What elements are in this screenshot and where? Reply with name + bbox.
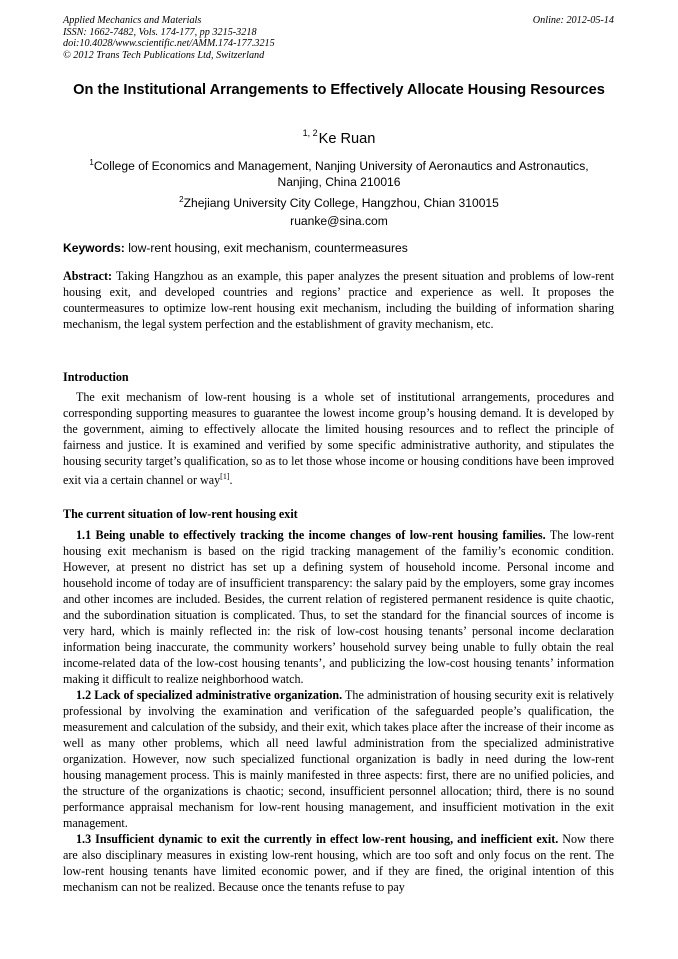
subheading-1-3: 1.3 Insufficient dynamic to exit the currently in effect low-rent housing, and inefficient exit. [76, 832, 559, 846]
affiliation-2-text: Zhejiang University City College, Hangzhou, Chian 310015 [183, 196, 499, 210]
doi-line: doi:10.4028/www.scientific.net/AMM.174-177.3215 [63, 38, 275, 49]
paragraph-1-3 [63, 831, 614, 895]
author-email: ruanke@sina.com [290, 214, 388, 228]
keywords-label: Keywords: [63, 241, 125, 255]
journal-header [63, 15, 275, 61]
abstract-text: Taking Hangzhou as an example, this paper analyzes the present situation and problems of low-rent housing exit, and developed countries and regions’ practice and experience as well. It proposes the countermeasures to optimize low-rent housing exit mechanism, including the building of information sharing mechanism, the legal system perfection and the establishment of gravity mechanism, etc. [63, 269, 614, 331]
abstract [63, 268, 614, 332]
affiliation-1 [70, 155, 608, 190]
author-affil-marks: 1, 2 [302, 128, 318, 138]
affiliation-1-text: College of Economics and Management, Nanjing University of Aeronautics and Astronautics, Nanjing, China 210016 [93, 159, 589, 189]
author-name: Ke Ruan [318, 131, 376, 147]
current-situation-body [63, 527, 614, 895]
introduction-text: The exit mechanism of low-rent housing is a whole set of institutional arrangements, procedures and corresponding supporting measures to guarantee the lowest income group’s housing demand. It is developed by the government, aiming to effectively allocate the limited housing resources and to reflect the principle of fairness and justice. It is examined and verified by some specific administrative authority, and stipulates the housing security target’s qualification, so as to let those whose income or housing conditions have been improved exit via a certain channel or way [63, 390, 614, 487]
copyright-line: © 2012 Trans Tech Publications Ltd, Switzerland [63, 49, 265, 61]
affiliation-1-mark: 1 [89, 158, 94, 167]
paragraph-1-1 [63, 527, 614, 687]
introduction-paragraph [63, 389, 614, 488]
abstract-label: Abstract: [63, 269, 113, 283]
keywords-text: low-rent housing, exit mechanism, countermeasures [124, 241, 408, 255]
section-heading-introduction: Introduction [63, 370, 129, 384]
paragraph-1-3-text: Now there are also disciplinary measures in existing low-rent housing, which are too soft and only focus on the rent. The low-rent housing tenants have limited economic power, and if they are fined, the original intention of this mechanism can not be realized. Because once the tenants refuse to pay [63, 832, 614, 894]
introduction-end: . [229, 473, 233, 487]
subheading-1-2: 1.2 Lack of specialized administrative organization. [76, 688, 343, 702]
paragraph-1-1-text: The low-rent housing exit mechanism is based on the rigid tracking management of the familiy’s economic condition. However, at present no district has set up a defining system of household income. Personal income and household income of today are of insufficient transparency: the salary paid by the employers, some gray incomes and other incomes are included. Besides, the current relation of registered permanent residence is quite chaotic, and the subordination situation is complicated. Thus, to set the standard for the financial sources of income is very hard, which is mainly reflected in: the risk of low-cost housing tenants’ personal income declaration information being inaccurate, the community workers’ household survey being unable to fully obtain the real income-related data of the low-cost housing tenants’, and publicizing the low-cost housing tenants’ information making it difficult to realize neighborhood watch. [63, 528, 614, 686]
issn-line: ISSN: 1662-7482, Vols. 174-177, pp 3215-3218 [63, 26, 257, 38]
author-line [0, 128, 678, 147]
online-date: Online: 2012-05-14 [532, 15, 614, 26]
paragraph-1-2 [63, 687, 614, 831]
journal-name: Applied Mechanics and Materials [63, 15, 202, 26]
keywords [63, 241, 408, 255]
paper-title: On the Institutional Arrangements to Effectively Allocate Housing Resources [73, 82, 605, 98]
subheading-1-1: 1.1 Being unable to effectively tracking the income changes of low-rent housing families. [76, 528, 546, 542]
introduction-body [63, 389, 614, 488]
section-heading-current-situation: The current situation of low-rent housing exit [63, 507, 298, 521]
affiliation-2 [70, 192, 608, 212]
affiliation-2-mark: 2 [179, 195, 184, 204]
paragraph-1-2-text: The administration of housing security exit is relatively professional by involving the examination and verification of the safeguarded people’s qualification, the measurement and calculation of the subsidy, and their exit, which takes place after the increase of their income as well as many other problems, which all need lawful administration from the specialized administrative organization. However, now such specialized functional organization is badly in need during the low-rent housing management process. This is mainly manifested in three aspects: first, there are no unified policies, and the structure of the organizations is chaotic; second, insufficient personnel allocation; third, there is no sound performance appraisal mechanism for low-rent housing management, and insufficient motivation in the exit management. [63, 688, 614, 830]
citation-ref: [1] [220, 472, 230, 481]
